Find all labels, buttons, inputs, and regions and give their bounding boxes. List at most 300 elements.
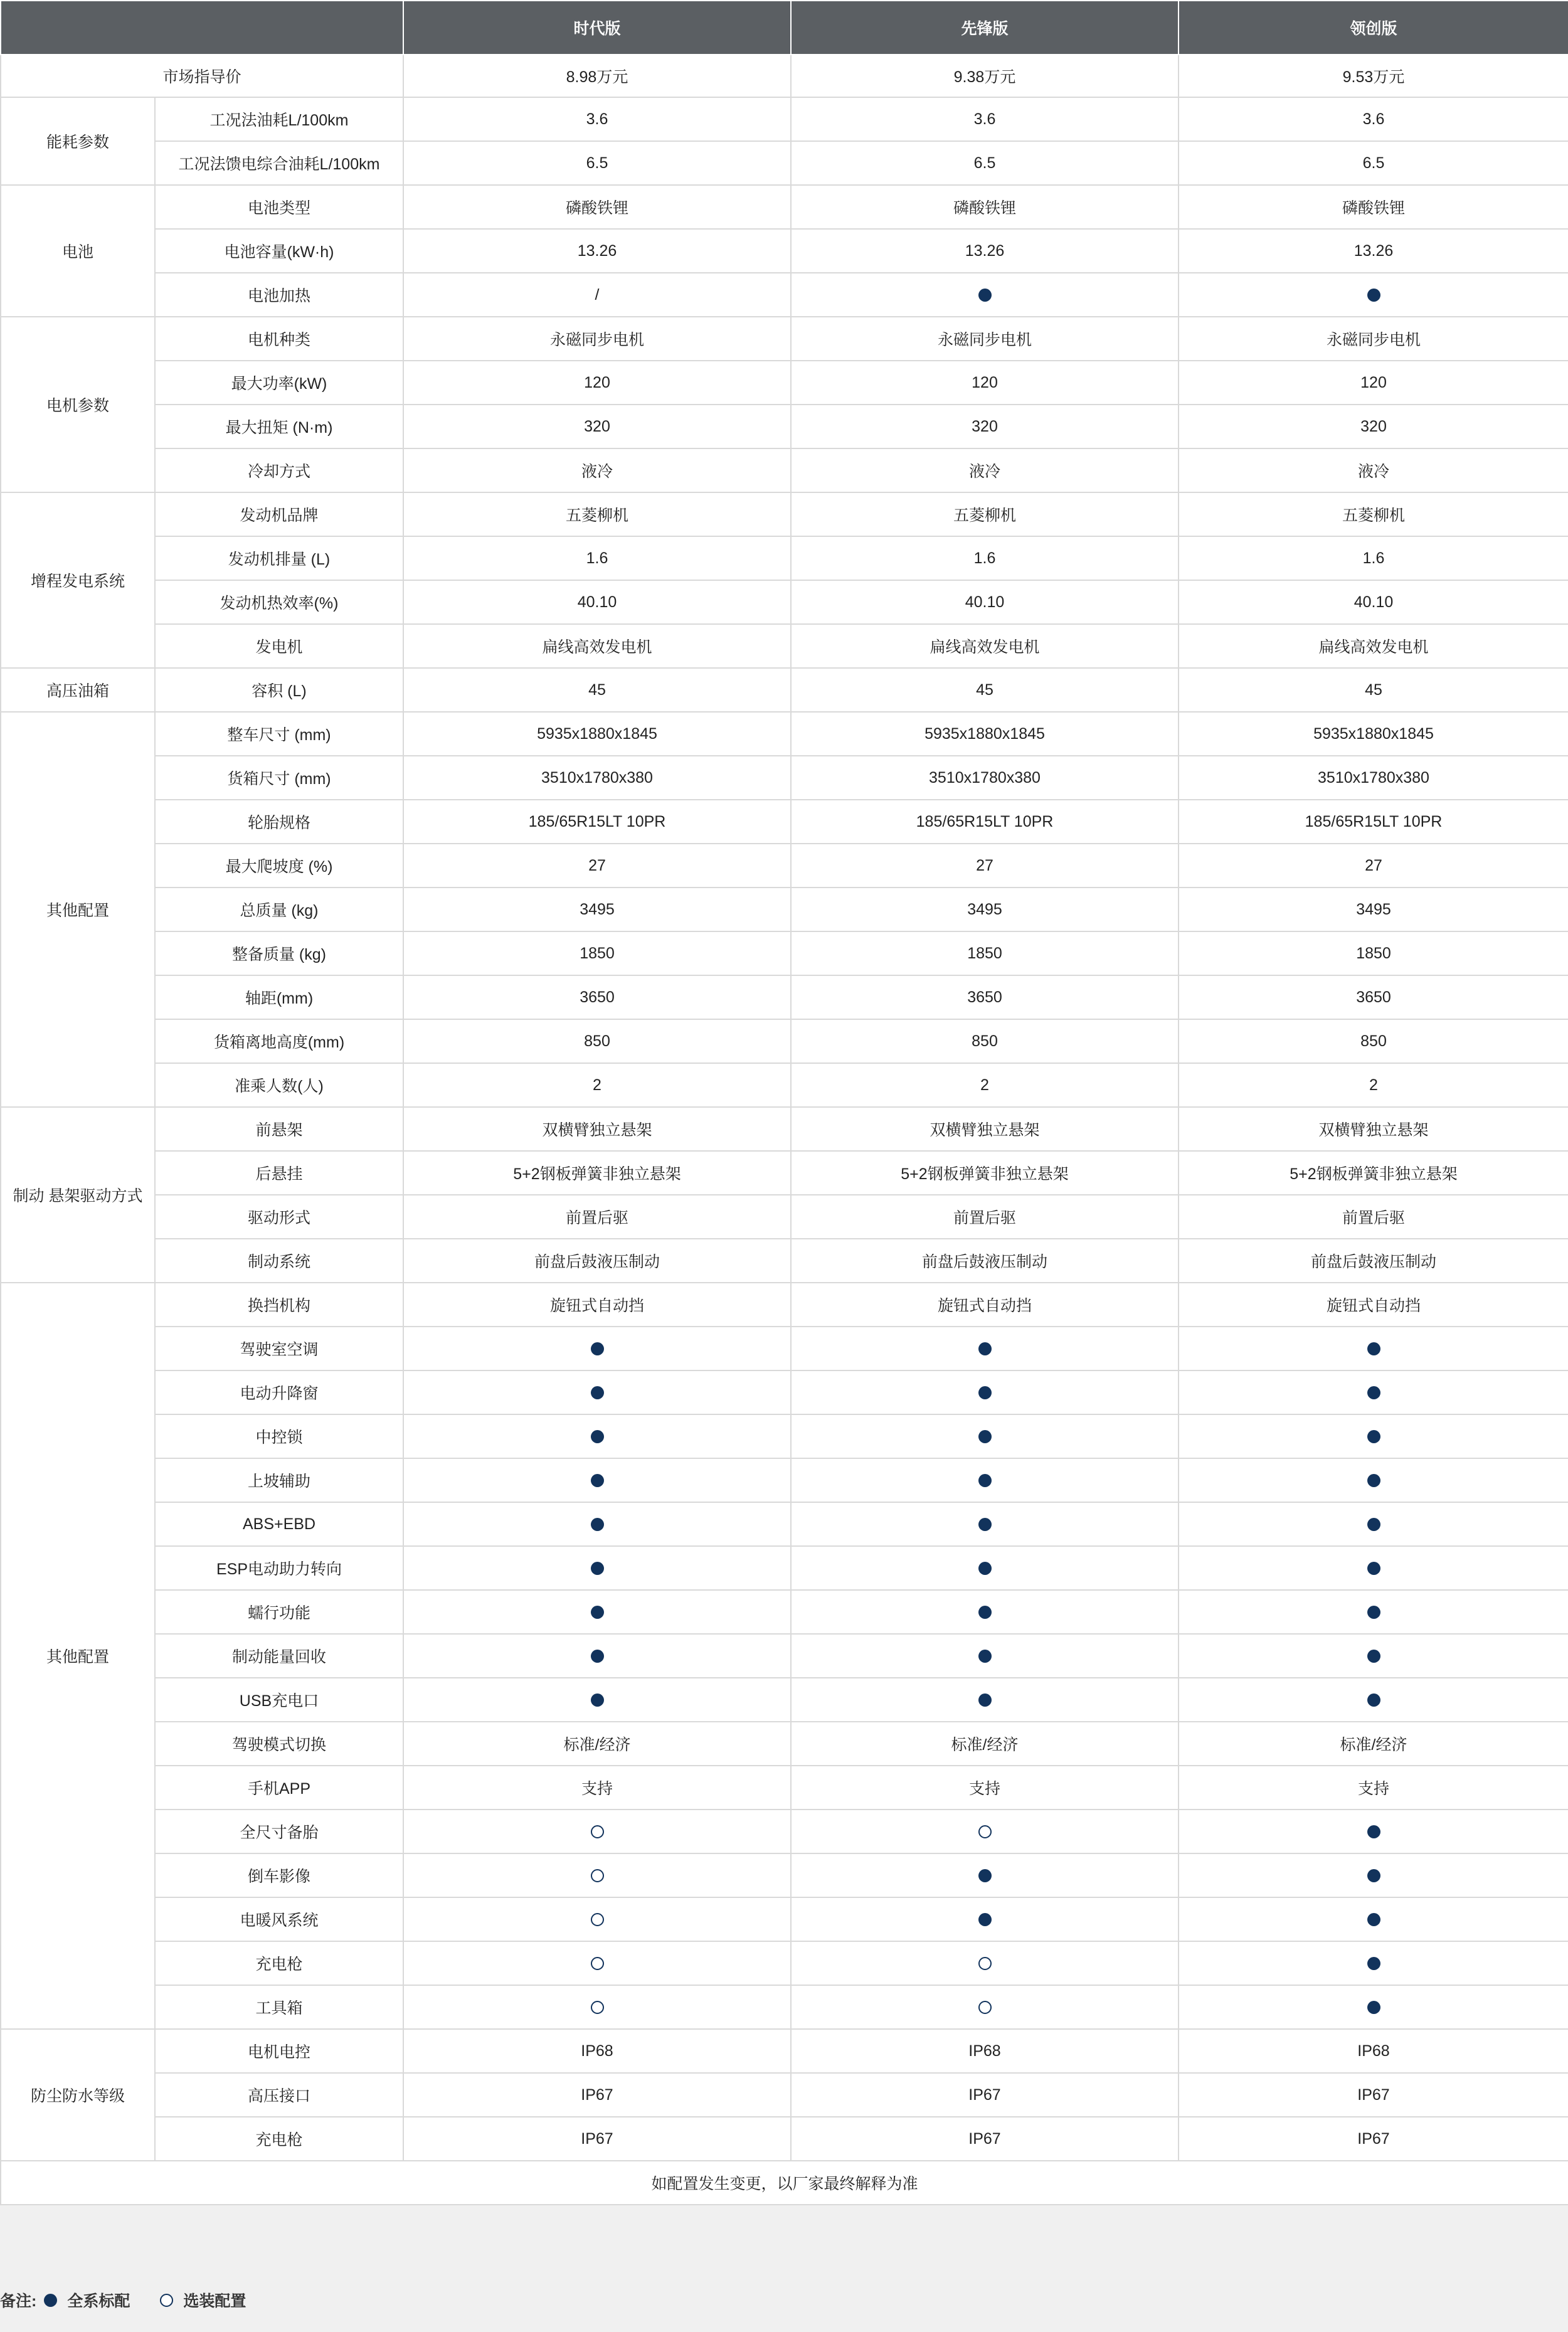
spec-value-mark <box>1179 1634 1568 1678</box>
filled-dot-icon <box>978 289 992 302</box>
spec-value: 1850 <box>403 931 791 975</box>
spec-value: 5935x1880x1845 <box>403 712 791 756</box>
spec-value-mark <box>403 1590 791 1634</box>
legend <box>0 2278 1568 2322</box>
spec-label: 制动能量回收 <box>155 1634 403 1678</box>
spec-value-mark <box>791 1414 1179 1458</box>
spec-value-mark <box>1179 1458 1568 1502</box>
spec-value: 前盘后鼓液压制动 <box>791 1239 1179 1283</box>
filled-dot-icon <box>591 1650 604 1663</box>
spec-value-mark <box>403 1546 791 1590</box>
spec-value: 3650 <box>403 975 791 1019</box>
spec-value: 5+2钢板弹簧非独立悬架 <box>403 1151 791 1195</box>
spec-value: 标准/经济 <box>1179 1722 1568 1766</box>
spec-value: 支持 <box>1179 1766 1568 1810</box>
spec-label: 轮胎规格 <box>155 800 403 844</box>
spec-row <box>1 1327 1568 1370</box>
spec-row <box>1 536 1568 580</box>
spec-row <box>1 405 1568 448</box>
spec-row <box>1 1283 1568 1327</box>
spec-value: 13.26 <box>403 229 791 273</box>
filled-dot-icon <box>978 1342 992 1355</box>
spec-row <box>1 2117 1568 2161</box>
spec-value: 40.10 <box>791 580 1179 624</box>
spec-label: 最大扭矩 (N·m) <box>155 405 403 448</box>
spec-value-mark <box>791 1590 1179 1634</box>
spec-value-mark <box>791 1941 1179 1985</box>
filled-dot-icon <box>1367 1606 1380 1619</box>
spec-label: 整备质量 (kg) <box>155 931 403 975</box>
spec-value: 永磁同步电机 <box>791 317 1179 361</box>
spec-value-mark <box>791 1810 1179 1853</box>
footer-row <box>1 2161 1568 2205</box>
spec-value: 五菱柳机 <box>403 492 791 536</box>
group-label: 能耗参数 <box>1 97 155 185</box>
spec-value: 永磁同步电机 <box>1179 317 1568 361</box>
spec-value: 27 <box>1179 844 1568 888</box>
spec-row <box>1 1151 1568 1195</box>
spec-label: 上坡辅助 <box>155 1458 403 1502</box>
spec-value: 120 <box>1179 361 1568 405</box>
spec-value: 13.26 <box>791 229 1179 273</box>
spec-value: IP67 <box>403 2117 791 2161</box>
spec-value-mark <box>1179 1985 1568 2029</box>
spec-value: IP68 <box>791 2029 1179 2073</box>
spec-label: 中控锁 <box>155 1414 403 1458</box>
spec-label: 发动机品牌 <box>155 492 403 536</box>
spec-value: 3495 <box>1179 888 1568 931</box>
spec-value-mark <box>403 1853 791 1897</box>
spec-value: 扁线高效发电机 <box>1179 624 1568 668</box>
hollow-circle-icon <box>978 2001 992 2014</box>
spec-value: 3650 <box>1179 975 1568 1019</box>
group-label: 高压油箱 <box>1 668 155 712</box>
filled-dot-icon <box>591 1342 604 1355</box>
legend-title: 备注: <box>0 2292 37 2310</box>
spec-value: IP67 <box>1179 2073 1568 2117</box>
spec-value: IP68 <box>403 2029 791 2073</box>
spec-row <box>1 185 1568 229</box>
spec-value-mark <box>403 1985 791 2029</box>
spec-value: 1850 <box>1179 931 1568 975</box>
spec-value: 前置后驱 <box>1179 1195 1568 1239</box>
spec-value: 前盘后鼓液压制动 <box>1179 1239 1568 1283</box>
spec-value: 320 <box>403 405 791 448</box>
filled-dot-icon <box>591 1474 604 1487</box>
spec-label: 电池加热 <box>155 273 403 317</box>
spec-label: 后悬挂 <box>155 1151 403 1195</box>
filled-dot-icon <box>1367 1825 1380 1838</box>
spec-value-mark <box>791 1897 1179 1941</box>
spec-value: 850 <box>791 1019 1179 1063</box>
spec-label: 电池类型 <box>155 185 403 229</box>
spec-value: 扁线高效发电机 <box>403 624 791 668</box>
spec-label: 高压接口 <box>155 2073 403 2117</box>
spec-label: 制动系统 <box>155 1239 403 1283</box>
spec-label: 发动机热效率(%) <box>155 580 403 624</box>
spec-row <box>1 1063 1568 1107</box>
spec-value: 旋钮式自动挡 <box>1179 1283 1568 1327</box>
spec-value: 前置后驱 <box>403 1195 791 1239</box>
hollow-circle-icon <box>591 2001 604 2014</box>
spec-label: 全尺寸备胎 <box>155 1810 403 1853</box>
spec-value: IP67 <box>791 2073 1179 2117</box>
spec-value-mark <box>791 1985 1179 2029</box>
group-label: 增程发电系统 <box>1 492 155 668</box>
hollow-circle-icon <box>591 1869 604 1882</box>
spec-value: 13.26 <box>1179 229 1568 273</box>
spec-value: 五菱柳机 <box>791 492 1179 536</box>
hollow-circle-icon <box>591 1957 604 1970</box>
spec-value-mark <box>1179 1853 1568 1897</box>
spec-value: 3.6 <box>403 97 791 141</box>
spec-row <box>1 975 1568 1019</box>
spec-row <box>1 712 1568 756</box>
footer-note: 如配置发生变更，以厂家最终解释为准 <box>1 2161 1568 2205</box>
spec-label: 驾驶模式切换 <box>155 1722 403 1766</box>
spec-label: ABS+EBD <box>155 1502 403 1546</box>
filled-dot-icon <box>978 1386 992 1399</box>
spec-value: 27 <box>791 844 1179 888</box>
spec-value-mark <box>791 1634 1179 1678</box>
filled-dot-icon <box>1367 289 1380 302</box>
spec-value: 6.5 <box>791 141 1179 185</box>
spec-row <box>1 97 1568 141</box>
spec-value-mark <box>1179 1414 1568 1458</box>
price-value: 9.53万元 <box>1179 55 1568 97</box>
group-label: 防尘防水等级 <box>1 2029 155 2161</box>
spec-value: 2 <box>791 1063 1179 1107</box>
spec-value-mark <box>791 1502 1179 1546</box>
spec-value-mark <box>1179 1941 1568 1985</box>
spec-value: 永磁同步电机 <box>403 317 791 361</box>
filled-dot-icon <box>591 1606 604 1619</box>
header-corner <box>1 1 403 55</box>
spec-row <box>1 1853 1568 1897</box>
spec-value-mark <box>791 1327 1179 1370</box>
spec-value: 五菱柳机 <box>1179 492 1568 536</box>
spec-value-mark <box>791 273 1179 317</box>
filled-dot-icon <box>591 1386 604 1399</box>
spec-value: 液冷 <box>403 448 791 492</box>
spec-value: 3.6 <box>1179 97 1568 141</box>
spec-row <box>1 1722 1568 1766</box>
spec-value-mark <box>791 1678 1179 1722</box>
spec-row <box>1 931 1568 975</box>
spec-value: 双横臂独立悬架 <box>403 1107 791 1151</box>
spec-label: 货箱尺寸 (mm) <box>155 756 403 800</box>
spec-value: 185/65R15LT 10PR <box>1179 800 1568 844</box>
filled-dot-icon <box>591 1562 604 1575</box>
group-label: 其他配置 <box>1 1283 155 2029</box>
hollow-circle-icon <box>978 1825 992 1838</box>
filled-dot-icon <box>1367 1386 1380 1399</box>
spec-value: 120 <box>403 361 791 405</box>
spec-label: 蠕行功能 <box>155 1590 403 1634</box>
spec-label: 工况法馈电综合油耗L/100km <box>155 141 403 185</box>
spec-label: 倒车影像 <box>155 1853 403 1897</box>
filled-dot-icon <box>978 1518 992 1531</box>
spec-label: 电机种类 <box>155 317 403 361</box>
spec-label: 准乘人数(人) <box>155 1063 403 1107</box>
spec-value-mark <box>403 1678 791 1722</box>
spec-value: 旋钮式自动挡 <box>791 1283 1179 1327</box>
legend-standard-label: 全系标配 <box>67 2292 130 2310</box>
spec-row <box>1 1546 1568 1590</box>
group-label: 电池 <box>1 185 155 317</box>
spec-value: 3495 <box>403 888 791 931</box>
spec-value: 磷酸铁锂 <box>791 185 1179 229</box>
spec-label: 充电枪 <box>155 1941 403 1985</box>
spec-value-mark <box>403 1897 791 1941</box>
spec-label: 驱动形式 <box>155 1195 403 1239</box>
spec-label: 充电枪 <box>155 2117 403 2161</box>
spec-value: 旋钮式自动挡 <box>403 1283 791 1327</box>
group-label: 制动 悬架驱动方式 <box>1 1107 155 1283</box>
legend-optional <box>160 2289 246 2311</box>
spec-value: 3495 <box>791 888 1179 931</box>
spec-row <box>1 1590 1568 1634</box>
filled-dot-icon <box>44 2294 57 2307</box>
filled-dot-icon <box>978 1562 992 1575</box>
spec-value: 1.6 <box>403 536 791 580</box>
spec-value-mark <box>1179 1678 1568 1722</box>
spec-row <box>1 624 1568 668</box>
spec-label: 最大爬坡度 (%) <box>155 844 403 888</box>
spec-value: 1.6 <box>791 536 1179 580</box>
spec-value: 1850 <box>791 931 1179 975</box>
spec-value: 扁线高效发电机 <box>791 624 1179 668</box>
spec-label: 工具箱 <box>155 1985 403 2029</box>
filled-dot-icon <box>1367 1957 1380 1970</box>
spec-row <box>1 668 1568 712</box>
spec-value: 40.10 <box>1179 580 1568 624</box>
spec-row <box>1 844 1568 888</box>
spec-label: 整车尺寸 (mm) <box>155 712 403 756</box>
spec-value: 3510x1780x380 <box>791 756 1179 800</box>
hollow-circle-icon <box>591 1913 604 1926</box>
spec-row <box>1 1634 1568 1678</box>
spec-value-mark <box>403 1327 791 1370</box>
spec-row <box>1 1678 1568 1722</box>
spec-label: 冷却方式 <box>155 448 403 492</box>
spec-value-mark <box>1179 1897 1568 1941</box>
spec-row <box>1 2073 1568 2117</box>
spec-value: 磷酸铁锂 <box>1179 185 1568 229</box>
filled-dot-icon <box>978 1693 992 1707</box>
spec-row <box>1 492 1568 536</box>
spec-value-mark <box>1179 273 1568 317</box>
spec-row <box>1 756 1568 800</box>
spec-value-mark <box>403 1502 791 1546</box>
spec-value: 标准/经济 <box>791 1722 1179 1766</box>
table-header-row <box>1 1 1568 55</box>
spec-row <box>1 1239 1568 1283</box>
spec-value: 双横臂独立悬架 <box>1179 1107 1568 1151</box>
spec-row <box>1 1810 1568 1853</box>
legend-standard <box>44 2289 130 2311</box>
spec-value: 45 <box>1179 668 1568 712</box>
spec-value: 185/65R15LT 10PR <box>791 800 1179 844</box>
spec-value-mark <box>1179 1590 1568 1634</box>
spec-value: IP68 <box>1179 2029 1568 2073</box>
spec-value-mark <box>1179 1502 1568 1546</box>
spec-label: 最大功率(kW) <box>155 361 403 405</box>
filled-dot-icon <box>978 1869 992 1882</box>
spec-label: ESP电动助力转向 <box>155 1546 403 1590</box>
spec-row <box>1 1107 1568 1151</box>
legend-optional-label: 选装配置 <box>183 2292 246 2310</box>
spec-value: 6.5 <box>1179 141 1568 185</box>
spec-value: 液冷 <box>1179 448 1568 492</box>
spec-value-mark <box>791 1853 1179 1897</box>
spec-value: 6.5 <box>403 141 791 185</box>
spec-value: 850 <box>1179 1019 1568 1063</box>
spec-value: 320 <box>791 405 1179 448</box>
spec-value: 2 <box>403 1063 791 1107</box>
spec-row <box>1 1019 1568 1063</box>
spec-value-mark <box>403 1634 791 1678</box>
spec-row <box>1 1766 1568 1810</box>
spec-row <box>1 229 1568 273</box>
spec-label: 电机电控 <box>155 2029 403 2073</box>
hollow-circle-icon <box>978 1957 992 1970</box>
spec-value-mark <box>1179 1327 1568 1370</box>
spec-value-mark <box>403 1370 791 1414</box>
spec-row <box>1 141 1568 185</box>
spec-row <box>1 273 1568 317</box>
spec-value: 前置后驱 <box>791 1195 1179 1239</box>
spec-value: IP67 <box>1179 2117 1568 2161</box>
spec-value: 120 <box>791 361 1179 405</box>
spec-row <box>1 1414 1568 1458</box>
spec-value: 850 <box>403 1019 791 1063</box>
spec-row <box>1 361 1568 405</box>
filled-dot-icon <box>1367 1693 1380 1707</box>
filled-dot-icon <box>1367 1650 1380 1663</box>
spec-label: 换挡机构 <box>155 1283 403 1327</box>
spec-value: IP67 <box>403 2073 791 2117</box>
spec-row <box>1 1897 1568 1941</box>
spec-value-mark <box>403 1414 791 1458</box>
spec-row <box>1 580 1568 624</box>
spec-value: 185/65R15LT 10PR <box>403 800 791 844</box>
spec-value: 320 <box>1179 405 1568 448</box>
spec-label: 发电机 <box>155 624 403 668</box>
spec-value: 3510x1780x380 <box>403 756 791 800</box>
spec-row <box>1 1195 1568 1239</box>
price-label: 市场指导价 <box>1 55 403 97</box>
spec-row <box>1 1985 1568 2029</box>
spec-row <box>1 448 1568 492</box>
spec-value-mark <box>791 1546 1179 1590</box>
spec-value: 支持 <box>403 1766 791 1810</box>
spec-row <box>1 1941 1568 1985</box>
filled-dot-icon <box>1367 1913 1380 1926</box>
filled-dot-icon <box>1367 1518 1380 1531</box>
spec-label: 发动机排量 (L) <box>155 536 403 580</box>
filled-dot-icon <box>1367 1430 1380 1443</box>
spec-row <box>1 1458 1568 1502</box>
spec-row <box>1 2029 1568 2073</box>
spec-value-mark <box>1179 1810 1568 1853</box>
spec-value: 5935x1880x1845 <box>791 712 1179 756</box>
spec-value-mark <box>1179 1546 1568 1590</box>
spec-label: 货箱离地高度(mm) <box>155 1019 403 1063</box>
spec-value: 45 <box>403 668 791 712</box>
filled-dot-icon <box>1367 2001 1380 2014</box>
filled-dot-icon <box>978 1430 992 1443</box>
spec-value: 前盘后鼓液压制动 <box>403 1239 791 1283</box>
spec-row <box>1 1502 1568 1546</box>
spec-value: / <box>403 273 791 317</box>
group-label: 其他配置 <box>1 712 155 1107</box>
filled-dot-icon <box>1367 1562 1380 1575</box>
filled-dot-icon <box>978 1650 992 1663</box>
filled-dot-icon <box>978 1474 992 1487</box>
hollow-circle-icon <box>591 1825 604 1838</box>
spec-value: 5+2钢板弹簧非独立悬架 <box>1179 1151 1568 1195</box>
header-trim-1: 时代版 <box>403 1 791 55</box>
spec-label: 轴距(mm) <box>155 975 403 1019</box>
header-trim-2: 先锋版 <box>791 1 1179 55</box>
header-trim-3: 领创版 <box>1179 1 1568 55</box>
spec-value: 液冷 <box>791 448 1179 492</box>
spec-value-mark <box>403 1941 791 1985</box>
spec-value: 3510x1780x380 <box>1179 756 1568 800</box>
spec-value: 40.10 <box>403 580 791 624</box>
spec-value: 磷酸铁锂 <box>403 185 791 229</box>
filled-dot-icon <box>591 1693 604 1707</box>
spec-label: 驾驶室空调 <box>155 1327 403 1370</box>
price-value: 8.98万元 <box>403 55 791 97</box>
spec-label: 电暖风系统 <box>155 1897 403 1941</box>
spec-label: 电池容量(kW·h) <box>155 229 403 273</box>
filled-dot-icon <box>978 1913 992 1926</box>
spec-value-mark <box>403 1810 791 1853</box>
spec-value: 1.6 <box>1179 536 1568 580</box>
spec-value: 3650 <box>791 975 1179 1019</box>
spec-label: 手机APP <box>155 1766 403 1810</box>
spec-label: 电动升降窗 <box>155 1370 403 1414</box>
spec-row <box>1 888 1568 931</box>
spec-label: USB充电口 <box>155 1678 403 1722</box>
price-row <box>1 55 1568 97</box>
filled-dot-icon <box>1367 1474 1380 1487</box>
spec-value-mark <box>1179 1370 1568 1414</box>
spec-value: 45 <box>791 668 1179 712</box>
spec-value: 支持 <box>791 1766 1179 1810</box>
spec-row <box>1 317 1568 361</box>
spec-value: 标准/经济 <box>403 1722 791 1766</box>
spec-row <box>1 1370 1568 1414</box>
hollow-circle-icon <box>160 2294 173 2307</box>
filled-dot-icon <box>591 1518 604 1531</box>
spec-value-mark <box>403 1458 791 1502</box>
price-value: 9.38万元 <box>791 55 1179 97</box>
spec-label: 工况法油耗L/100km <box>155 97 403 141</box>
spec-value: 2 <box>1179 1063 1568 1107</box>
spec-value: 双横臂独立悬架 <box>791 1107 1179 1151</box>
filled-dot-icon <box>1367 1342 1380 1355</box>
filled-dot-icon <box>591 1430 604 1443</box>
spec-value: 3.6 <box>791 97 1179 141</box>
spec-value: IP67 <box>791 2117 1179 2161</box>
spec-value-mark <box>791 1458 1179 1502</box>
spec-label: 总质量 (kg) <box>155 888 403 931</box>
spec-row <box>1 800 1568 844</box>
group-label: 电机参数 <box>1 317 155 492</box>
